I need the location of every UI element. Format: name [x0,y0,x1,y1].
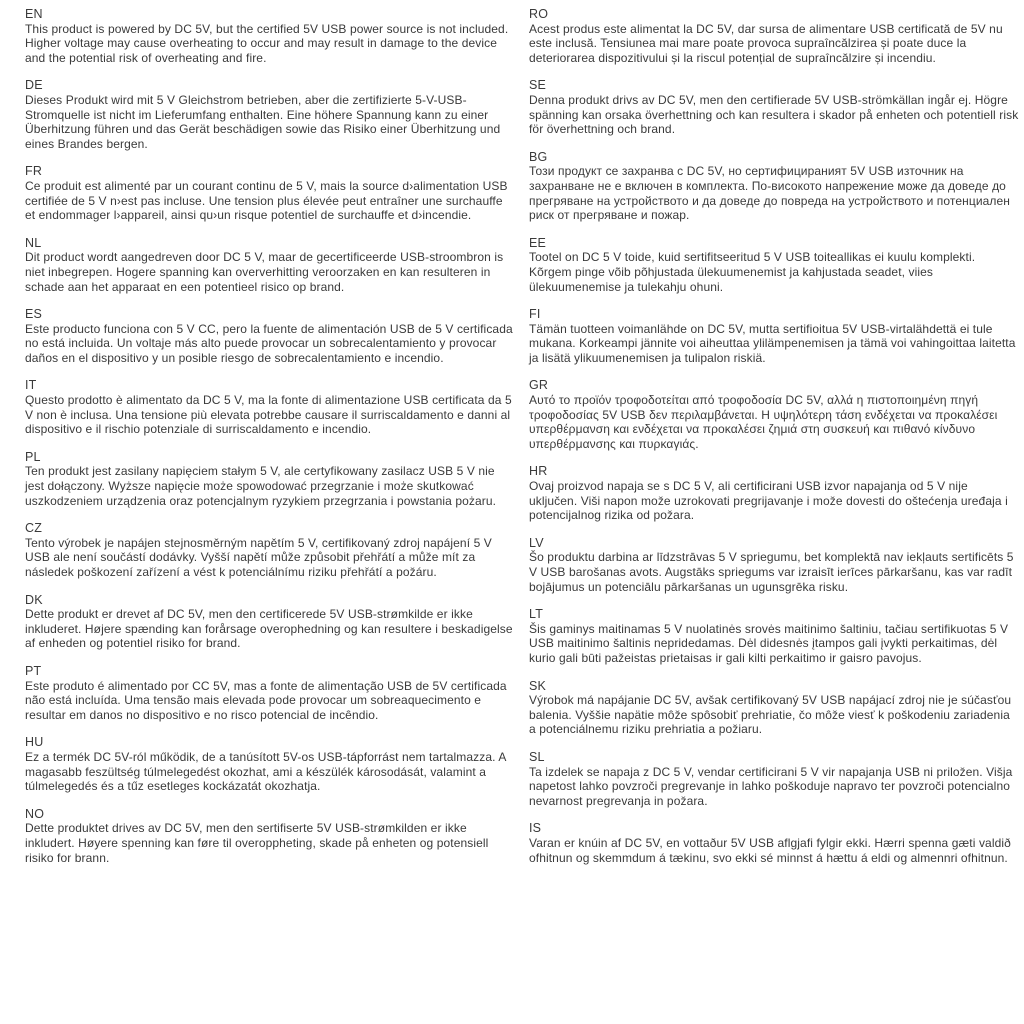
lang-block-sk [529,679,1019,737]
lang-block-ee [529,236,1019,294]
lang-block-hr [529,464,1019,522]
lang-block-cz [25,521,515,579]
lang-text-cz: Tento výrobek je napájen stejnosměrným napětím 5 V, certifikovaný zdroj napájení 5 V USB ale není součástí dodávky. Vyšší napětí může způsobit přehřátí a může mít za následek poškození zařízení a vést k potenciálnímu riziku přehřátí a požáru. [25,535,492,579]
lang-code-pl: PL [25,449,41,464]
lang-block-no [25,807,515,865]
lang-text-dk: Dette produkt er drevet af DC 5V, men den certificerede 5V USB-strømkilde er ikke inkluderet. Højere spænding kan forårsage overophedning og kan resultere i beskadigelse af enheden og potentiel risiko for brand. [25,607,513,651]
lang-code-lv: LV [529,535,544,550]
lang-block-it [25,378,515,436]
lang-code-cz: CZ [25,521,43,536]
lang-code-no: NO [25,806,45,821]
lang-text-sk: Výrobok má napájanie DC 5V, avšak certifikovaný 5V USB napájací zdroj nie je súčasťou balenia. Vyššie napätie môže spôsobiť prehriatie, čo môže viesť k poškodeniu zariadenia a potenciálnemu riziku prehriatia a požiaru. [529,693,1012,737]
lang-text-lv: Šo produktu darbina ar līdzstrāvas 5 V spriegumu, bet komplektā nav iekļauts sertificēts 5 V USB barošanas avots. Augstāks spriegums var izraisīt ierīces pārkaršanu, kas var radīt bojājumus un potenciālu pārkaršanas un ugunsgrēka risku. [529,550,1014,594]
lang-code-en: EN [25,7,43,21]
lang-code-it: IT [25,378,37,393]
lang-block-hu [25,735,515,793]
lang-text-it: Questo prodotto è alimentato da DC 5 V, ma la fonte di alimentazione USB certificata da 5 V non è inclusa. Una tensione più elevata potrebbe causare il surriscaldamento e danni al dispositivo e il rischio potenziale di surriscaldamento e incendio. [25,393,512,437]
lang-text-lt: Šis gaminys maitinamas 5 V nuolatinės srovės maitinimo šaltiniu, tačiau sertifikuotas 5 V USB maitinimo šaltinis nepridedamas. Dėl didesnės įtampos gali įvykti perkaitimas, dėl kurio gali būti pažeistas prietaisas ir gali kilti perkaitimo ir gaisro pavojus. [529,621,1009,665]
lang-block-fr [25,164,515,222]
lang-block-lv [529,536,1019,594]
lang-block-ro [529,7,1019,65]
lang-text-gr: Αυτό το προϊόν τροφοδοτείται από τροφοδοσία DC 5V, αλλά η πιστοποιημένη πηγή τροφοδοσίας 5V USB δεν περιλαμβάνεται. Η υψηλότερη τάση ενδέχεται να προκαλέσει υπερθέρμανση και ενδέχεται να προκαλέσει ζημιά στη συσκευή και πιθανό κίνδυνο υπερθέρμανσης και πυρκαγιάς. [529,393,998,451]
lang-text-ro: Acest produs este alimentat la DC 5V, dar sursa de alimentare USB certificată de 5V nu este inclusă. Tensiunea mai mare poate provoca supraîncălzirea și poate duce la deteriorarea dispozitivului și la riscul potențial de supraîncălzire și incendiu. [529,21,1003,65]
lang-code-bg: BG [529,149,548,164]
lang-text-pt: Este produto é alimentado por CC 5V, mas a fonte de alimentação USB de 5V certificada não está incluída. Uma tensão mais elevada pode provocar um sobreaquecimento e resultar em danos no dispositivo e no risco potencial de incêndio. [25,678,507,722]
lang-code-es: ES [25,307,43,322]
lang-code-gr: GR [529,378,549,393]
lang-block-gr [529,378,1019,451]
lang-code-hr: HR [529,464,548,479]
lang-block-en [25,7,515,65]
lang-text-fi: Tämän tuotteen voimanlähde on DC 5V, mutta sertifioitua 5V USB-virtalähdettä ei tule mukana. Korkeampi jännite voi aiheuttaa ylilämpenemisen ja tämä voi vahingoittaa laitetta ja lisätä ylikuumenemisen ja tulipalon riskiä. [529,321,1016,365]
lang-code-dk: DK [25,592,43,607]
lang-text-no: Dette produktet drives av DC 5V, men den sertifiserte 5V USB-strømkilden er ikke inkludert. Høyere spenning kan føre til overoppheting, skade på enheten og potensiell risiko for brann. [25,821,489,865]
lang-text-is: Varan er knúin af DC 5V, en vottaður 5V USB aflgjafi fylgir ekki. Hærri spenna gæti valdið ofhitnun og skemmdum á tækinu, svo ekki sé minnst á hættu á eldi og almennri ofhitnun. [529,835,1011,865]
lang-block-dk [25,593,515,651]
lang-code-ro: RO [529,7,549,21]
lang-code-nl: NL [25,235,42,250]
lang-text-ee: Tootel on DC 5 V toide, kuid sertifitseeritud 5 V USB toiteallikas ei kuulu komplekti. Kõrgem pinge võib põhjustada ülekuumenemist ja kahjustada seadet, viies ülekuumenemise ja tulekahju ohuni. [529,250,976,294]
lang-code-fi: FI [529,307,541,322]
lang-code-sk: SK [529,678,547,693]
lang-block-nl [25,236,515,294]
lang-code-ee: EE [529,235,547,250]
lang-code-is: IS [529,821,542,836]
lang-block-de [25,78,515,151]
lang-text-fr: Ce produit est alimenté par un courant continu de 5 V, mais la source d›alimentation USB certifiée de 5 V n›est pas incluse. Une tension plus élevée peut entraîner une surchauffe et endommager l›appareil, ainsi qu›un risque potentiel de surchauffe et d›incendie. [25,178,508,223]
lang-text-sl: Ta izdelek se napaja z DC 5 V, vendar certificirani 5 V vir napajanja USB ni priložen. Višja napetost lahko povzroči pregrevanje in lahko poškoduje napravo ter povzroči potencialno nevarnost pregrevanja in požara. [529,764,1013,808]
lang-text-hu: Ez a termék DC 5V-ról működik, de a tanúsított 5V-os USB-tápforrást nem tartalmazza. A magasabb feszültség túlmelegedést okozhat, ami a készülék károsodását, valamint a túlmelegedés és a tűz esetleges kockázatát okozhatja. [25,749,506,794]
lang-code-lt: LT [529,607,544,622]
lang-block-es [25,307,515,365]
lang-text-de: Dieses Produkt wird mit 5 V Gleichstrom betrieben, aber die zertifizierte 5-V-USB-Stromquelle ist nicht im Lieferumfang enthalten. Eine höhere Spannung kann zu einer Überhitzung führen und das Gerät beschädigen sowie das Risiko einer Überhitzung und eines Brandes bergen. [25,92,501,151]
lang-text-en: This product is powered by DC 5V, but the certified 5V USB power source is not included. Higher voltage may cause overheating to occur and may result in damage to the device and the potential risk of overheating and fire. [25,21,509,65]
lang-block-is [529,821,1019,865]
lang-block-pt [25,664,515,722]
lang-text-se: Denna produkt drivs av DC 5V, men den certifierade 5V USB-strömkällan ingår ej. Högre spänning kan orsaka överhettning och kan resultera i skador på enheten och potentiell risk för överhettning och brand. [529,92,1019,137]
lang-text-hr: Ovaj proizvod napaja se s DC 5 V, ali certificirani USB izvor napajanja od 5 V nije uključen. Viši napon može uzrokovati pregrijavanje i može dovesti do oštećenja uređaja i potencijalnog rizika od požara. [529,479,1008,523]
lang-block-sl [529,750,1019,808]
lang-text-pl: Ten produkt jest zasilany napięciem stałym 5 V, ale certyfikowany zasilacz USB 5 V nie jest dołączony. Wyższe napięcie może spowodować przegrzanie i może skutkować uszkodzeniem urządzenia oraz potencjalnym ryzykiem przegrzania i powstania pożaru. [25,464,497,508]
lang-text-nl: Dit product wordt aangedreven door DC 5 V, maar de gecertificeerde USB-stroombron is niet inbegrepen. Hogere spanning kan oververhitting veroorzaken en kan resulteren in schade aan het apparaat en een potentieel risico op brand. [25,250,504,294]
lang-text-es: Este producto funciona con 5 V CC, pero la fuente de alimentación USB de 5 V certificada no está incluida. Un voltaje más alto puede provocar un sobrecalentamiento y provocar daños en el dispositivo y un posible riesgo de sobrecalentamiento e incendio. [25,321,513,365]
lang-code-hu: HU [25,735,44,750]
lang-code-sl: SL [529,749,545,764]
lang-code-pt: PT [25,663,42,678]
lang-text-bg: Този продукт се захранва с DC 5V, но сертифицираният 5V USB източник на захранване не е включен в комплекта. По-високото напрежение може да доведе до прегряване на устройството и да доведе до повреда на устройството и потенциален риск от прегряване и пожар. [529,164,1011,223]
lang-block-pl [25,450,515,508]
lang-block-lt [529,607,1019,665]
lang-code-de: DE [25,78,43,93]
lang-block-bg [529,150,1019,223]
left-column [25,7,515,878]
right-column [529,7,1019,878]
lang-code-fr: FR [25,164,43,179]
lang-block-se [529,78,1019,136]
lang-block-fi [529,307,1019,365]
lang-code-se: SE [529,78,547,93]
